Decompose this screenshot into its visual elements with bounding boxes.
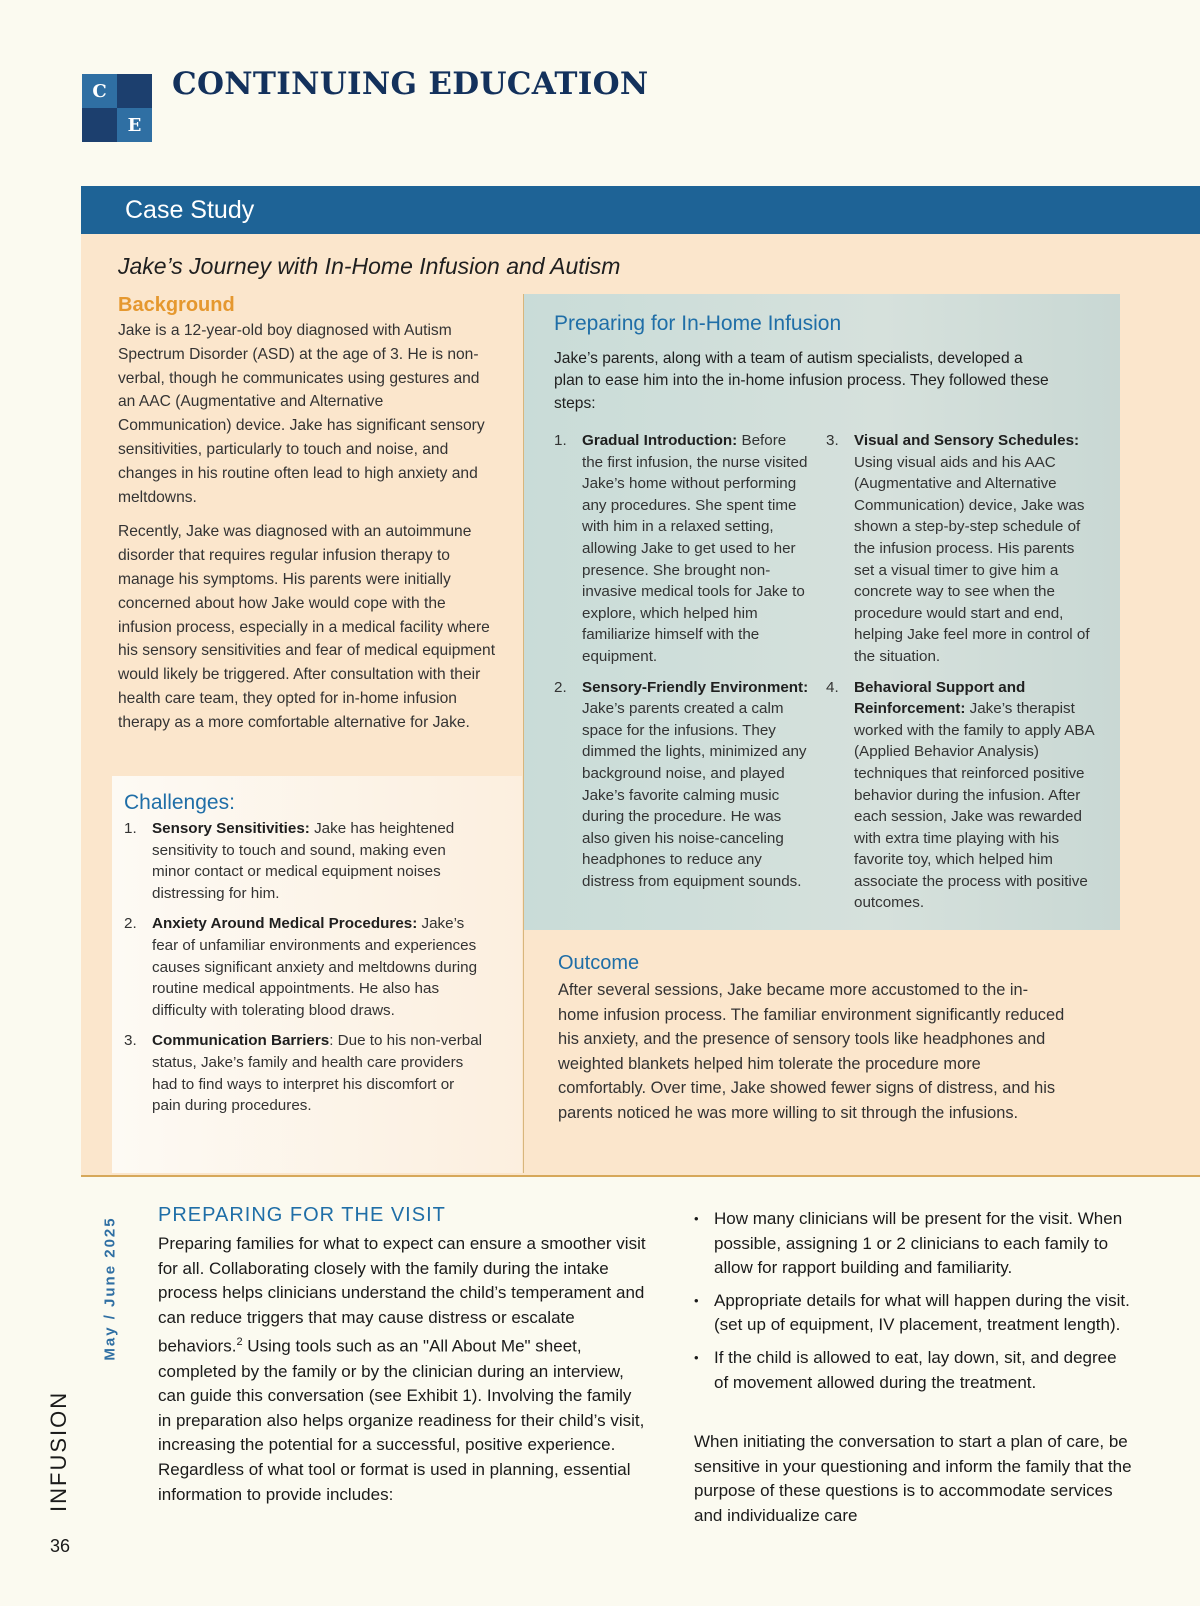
item-title: Sensory Sensitivities: [152, 820, 310, 837]
visit-text-b: Using tools such as an "All About Me" sheet, completed by the family or by the clinician during an interview, can guide this conversation (see Exhibit 1). Involving the family in preparation also helps organize readiness for their child’s visit, increasing the potential for a successful, positive experience. Regardless of what tool or format is used in planning, essential information to provide includes: [158, 1337, 645, 1504]
step-title: Sensory-Friendly Environment: [582, 678, 809, 696]
item-number: 3. [124, 1032, 137, 1050]
list-item [554, 430, 810, 668]
list-item [826, 677, 1094, 915]
step-text: Before the first infusion, the nurse visited Jake’s home without performing any procedures. She spent time with him in a relaxed setting, allowing Jake to get used to her presence. She brought non-invasive medical tools for Jake to explore, which helped him familiarize himself with the equipment. [582, 432, 808, 665]
background-heading: Background [118, 294, 235, 316]
item-text: Jake’s fear of unfamiliar environments and experiences causes significant anxiety and meltdowns during routine medical appointments. He also has difficulty with tolerating blood draws. [152, 915, 478, 1019]
item-text: Jake has heightened sensitivity to touch and sound, making even minor contact or medical equipment noises distressing for him. [152, 820, 455, 902]
visit-text-a: Preparing families for what to expect can ensure a smoother visit for all. Collaborating closely with the family during the intake process helps clinicians understand the child’s temperament and can reduce triggers that may cause distress or escalate behaviors. [158, 1234, 646, 1357]
list-item [124, 913, 484, 1021]
ce-logo [82, 74, 152, 142]
page-number: 36 [50, 1536, 71, 1556]
background-paragraph-2: Recently, Jake was diagnosed with an autoimmune disorder that requires regular infusion therapy to manage his symptoms. His parents were initially concerned about how Jake would cope with the infusion process, especially in a medical facility where his sensory sensitivities and fear of medical equipment would likely be triggered. After consultation with their health care team, they opted for in-home infusion therapy as a more comfortable alternative for Jake. [118, 523, 496, 731]
background-section [118, 319, 496, 735]
step-text: Jake’s parents created a calm space for the infusions. They dimmed the lights, minimized any background noise, and played Jake’s favorite calming music during the procedure. He was also given his noise-canceling headphones to reduce any distress from equipment sounds. [582, 700, 807, 890]
list-item [124, 1030, 484, 1116]
issue-date: May / June 2025 [101, 1216, 119, 1361]
preparing-steps-right [826, 430, 1094, 914]
challenges-list [124, 818, 484, 1117]
visit-bullet-list [694, 1207, 1132, 1403]
step-number: 1. [554, 432, 567, 449]
list-item [124, 818, 484, 904]
magazine-logo: INFUSION [46, 1390, 71, 1512]
logo-letter-e: E [117, 108, 152, 142]
item-text: : Due to his non-verbal status, Jake’s family and health care providers had to find ways to interpret his discomfort or pain during procedures. [152, 1032, 483, 1115]
list-item: • How many clinicians will be present for the visit. When possible, assigning 1 or 2 clinicians to each family to allow for rapport building and familiarity. [694, 1207, 1132, 1281]
logo-block [117, 74, 152, 108]
outcome-heading: Outcome [558, 952, 640, 974]
citation-superscript: 2 [236, 1336, 243, 1349]
item-number: 2. [124, 915, 137, 933]
challenges-heading: Challenges: [124, 791, 235, 814]
step-title: Visual and Sensory Schedules: [854, 432, 1080, 449]
step-text: Using visual aids and his AAC (Augmentative and Alternative Communication) device, Jake was shown a step-by-step schedule of the infusion process. His parents set a visual timer to give him a concrete way to see when the procedure would start and end, helping Jake feel more in control of the situation. [854, 453, 1090, 665]
preparing-steps-left [554, 430, 810, 892]
step-title: Gradual Introduction: [582, 432, 738, 449]
step-title: Behavioral Support and Reinforcement: [854, 678, 1026, 718]
logo-block [82, 108, 117, 142]
list-item: • If the child is allowed to eat, lay down, sit, and degree of movement allowed during the treatment. [694, 1346, 1132, 1395]
preparing-intro: Jake’s parents, along with a team of autism specialists, developed a plan to ease him into the in-home infusion process. They followed these steps: [554, 350, 1049, 412]
step-text: Jake’s therapist worked with the family to apply ABA (Applied Behavior Analysis) techniques that reinforced positive behavior during the infusion. After each session, Jake was rewarded with extra time playing with his favorite toy, which helped him associate the process with positive outcomes. [854, 700, 1094, 912]
step-number: 2. [554, 678, 567, 696]
visit-heading: PREPARING FOR THE VISIT [158, 1204, 446, 1226]
visit-paragraph [158, 1232, 648, 1507]
case-study-band: Case Study [81, 186, 1200, 234]
section-title: CONTINUING EDUCATION [172, 66, 649, 102]
logo-letter-c: C [82, 74, 117, 108]
case-study-title: Jake’s Journey with In-Home Infusion and Autism [118, 253, 621, 279]
visit-closing-paragraph: When initiating the conversation to start a plan of care, be sensitive in your questioning and inform the family that the purpose of these questions is to accommodate services and individualize care [694, 1432, 1132, 1525]
preparing-heading: Preparing for In-Home Infusion [554, 312, 842, 335]
list-item [826, 430, 1094, 668]
item-title: Anxiety Around Medical Procedures: [152, 915, 418, 933]
step-number: 4. [826, 678, 839, 696]
item-number: 1. [124, 820, 137, 837]
background-paragraph-1: Jake is a 12-year-old boy diagnosed with Autism Spectrum Disorder (ASD) at the age of 3. He is non-verbal, though he communicates using gestures and an AAC (Augmentative and Alternative Communication) device. Jake has significant sensory sensitivities, particularly to touch and noise, and changes in his routine often lead to high anxiety and meltdowns. [118, 322, 485, 506]
step-number: 3. [826, 432, 839, 449]
list-item: • Appropriate details for what will happen during the visit. (set up of equipment, IV placement, treatment length). [694, 1289, 1132, 1338]
item-title: Communication Barriers [152, 1032, 330, 1050]
outcome-text: After several sessions, Jake became more accustomed to the in-home infusion process. The familiar environment significantly reduced his anxiety, and the presence of sensory tools like headphones and weighted blankets helped him tolerate the procedure more comfortably. Over time, Jake showed fewer signs of distress, and his parents noticed he was more willing to sit through the infusions. [558, 981, 1065, 1122]
list-item [554, 677, 810, 893]
